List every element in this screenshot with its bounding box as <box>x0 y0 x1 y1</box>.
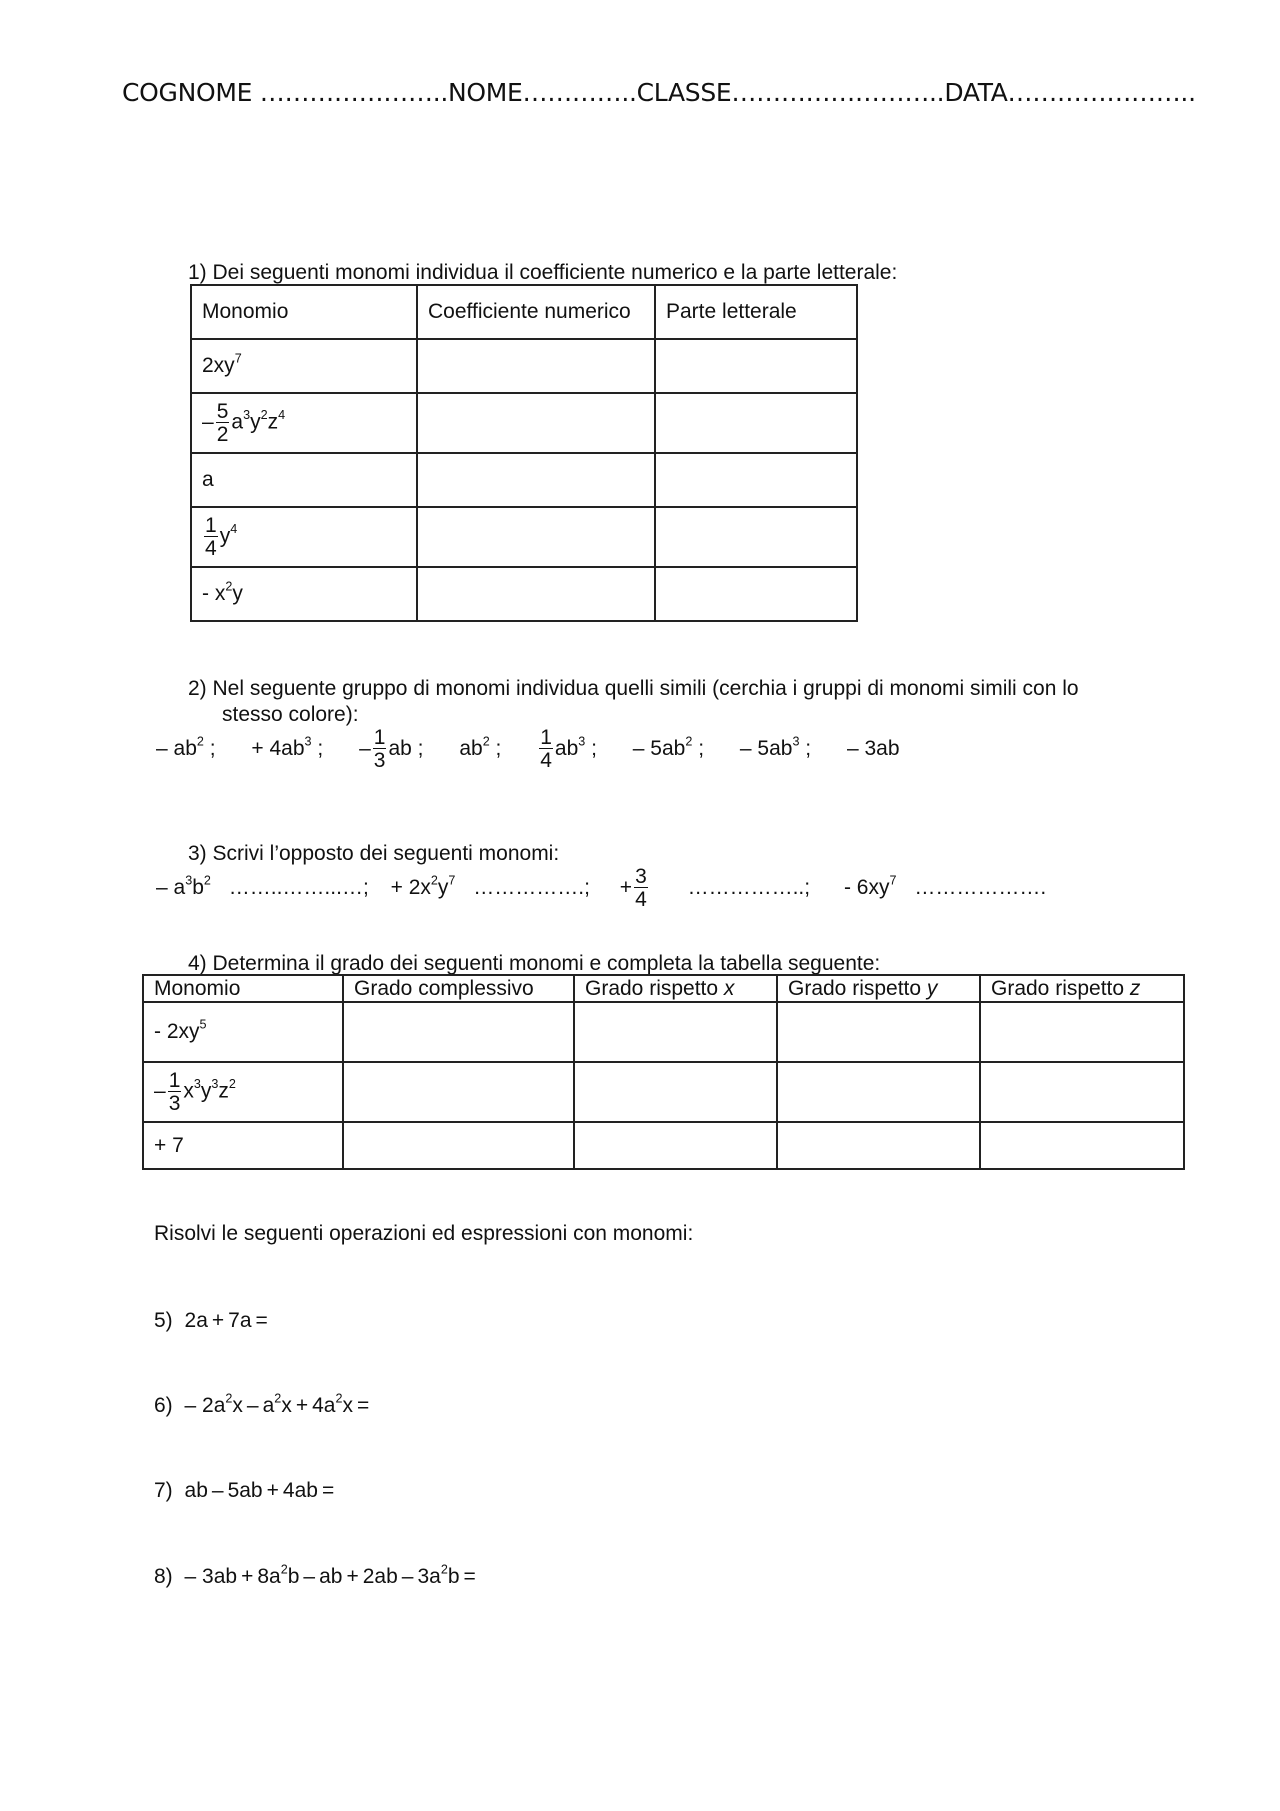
q4-grade-cell[interactable] <box>343 1122 574 1169</box>
q1-monomial-1: $2xy^7$ <box>191 339 417 393</box>
q4-grade-cell[interactable] <box>980 1122 1184 1169</box>
q4-grade-cell[interactable] <box>343 1002 574 1062</box>
q4-title: 4) Determina il grado dei seguenti monomi e completa la tabella seguente: <box>188 952 881 975</box>
q4-header-x: Grado rispetto x <box>574 975 777 1002</box>
answer-blank[interactable]: ……..……...…; <box>228 875 369 899</box>
q1-header-monomio: Monomio <box>191 285 417 339</box>
q4-grade-cell[interactable] <box>343 1062 574 1122</box>
q1-parte-cell[interactable] <box>655 339 857 393</box>
q4-header-monomio: Monomio <box>143 975 343 1002</box>
q4-monomial-3: + 7 <box>143 1122 343 1169</box>
q4-header-z: Grado rispetto z <box>980 975 1184 1002</box>
q1-header-coeff: Coefficiente numerico <box>417 285 655 339</box>
q1-monomial-2: – $\frac{5}{2}$ $a^3y^2z^4$ <box>191 393 417 453</box>
exercise-6: $6) - 2a^2x - a^2x + 4a^2x$ = <box>154 1391 370 1417</box>
q2-monomials: – $ab^2$ ; + $4ab^3$ ; – $\frac{1}{3}$ ab ; $ab^2$ ; $\frac{1}{4}$ $ab^3$ ; – $5ab^2$ ; – $5ab^3$ ; – 3ab <box>156 726 900 772</box>
q3-title: 3) Scrivi l’opposto dei seguenti monomi: <box>188 842 560 865</box>
q1-coeff-cell[interactable] <box>417 339 655 393</box>
q1-header-parte: Parte letterale <box>655 285 857 339</box>
q4-grade-cell[interactable] <box>574 1002 777 1062</box>
q4-grade-cell[interactable] <box>574 1062 777 1122</box>
exercises-intro: Risolvi le seguenti operazioni ed espressioni con monomi: <box>154 1222 694 1245</box>
q4-header-compl: Grado complessivo <box>343 975 574 1002</box>
q4-monomial-1: - $2xy^5$ <box>143 1002 343 1062</box>
q4-grade-cell[interactable] <box>980 1002 1184 1062</box>
q1-coeff-cell[interactable] <box>417 393 655 453</box>
q1-coeff-cell[interactable] <box>417 453 655 507</box>
q4-grade-cell[interactable] <box>777 1002 980 1062</box>
q4-table <box>142 974 1185 1170</box>
exercise-5: 5) 2a + 7a = <box>154 1309 268 1332</box>
q4-grade-cell[interactable] <box>777 1062 980 1122</box>
q4-header-y: Grado rispetto y <box>777 975 980 1002</box>
q1-coeff-cell[interactable] <box>417 567 655 621</box>
answer-blank[interactable]: ……………..; <box>687 875 811 899</box>
exercise-8-label: 8) <box>154 1565 173 1588</box>
q1-table <box>190 284 858 622</box>
q4-grade-cell[interactable] <box>574 1122 777 1169</box>
q4-grade-cell[interactable] <box>777 1122 980 1169</box>
answer-blank[interactable]: …………….; <box>473 875 590 899</box>
q1-monomial-4: $\frac{1}{4}$ $y^4$ <box>191 507 417 567</box>
q1-parte-cell[interactable] <box>655 393 857 453</box>
header-fields: COGNOME …………………..NOME…………..CLASSE……………………..DATA………………….. <box>122 78 1196 107</box>
q4-grade-cell[interactable] <box>980 1062 1184 1122</box>
exercise-5-label: 5) <box>154 1309 173 1332</box>
q3-monomials: – $a^3b^2$ ……..……...…; + $2x^2y^7$ …………….; + $\frac{3}{4}$ ……………..; - $6xy^7$ ………………. <box>156 865 1047 911</box>
q1-parte-cell[interactable] <box>655 507 857 567</box>
answer-blank[interactable]: ………………. <box>914 875 1047 899</box>
q1-coeff-cell[interactable] <box>417 507 655 567</box>
q1-title: 1) Dei seguenti monomi individua il coefficiente numerico e la parte letterale: <box>188 261 898 284</box>
q1-monomial-3: a <box>191 453 417 507</box>
exercise-7-label: 7) <box>154 1479 173 1502</box>
exercise-8: $8) - 3ab + 8a^2b$ – ab + $2ab - 3a^2b$ = <box>154 1562 476 1588</box>
exercise-7: 7) ab – 5ab + 4ab = <box>154 1479 335 1502</box>
exercise-6-label: 6) <box>154 1394 173 1417</box>
q4-monomial-2: – $\frac{1}{3}$ $x^3y^3z^2$ <box>143 1062 343 1122</box>
q1-parte-cell[interactable] <box>655 567 857 621</box>
q1-monomial-5: - $x^2y$ <box>191 567 417 621</box>
q1-parte-cell[interactable] <box>655 453 857 507</box>
q2-title-cont: stesso colore): <box>222 703 359 726</box>
q2-title: 2) Nel seguente gruppo di monomi individua quelli simili (cerchia i gruppi di monomi simili con lo <box>188 677 1079 700</box>
